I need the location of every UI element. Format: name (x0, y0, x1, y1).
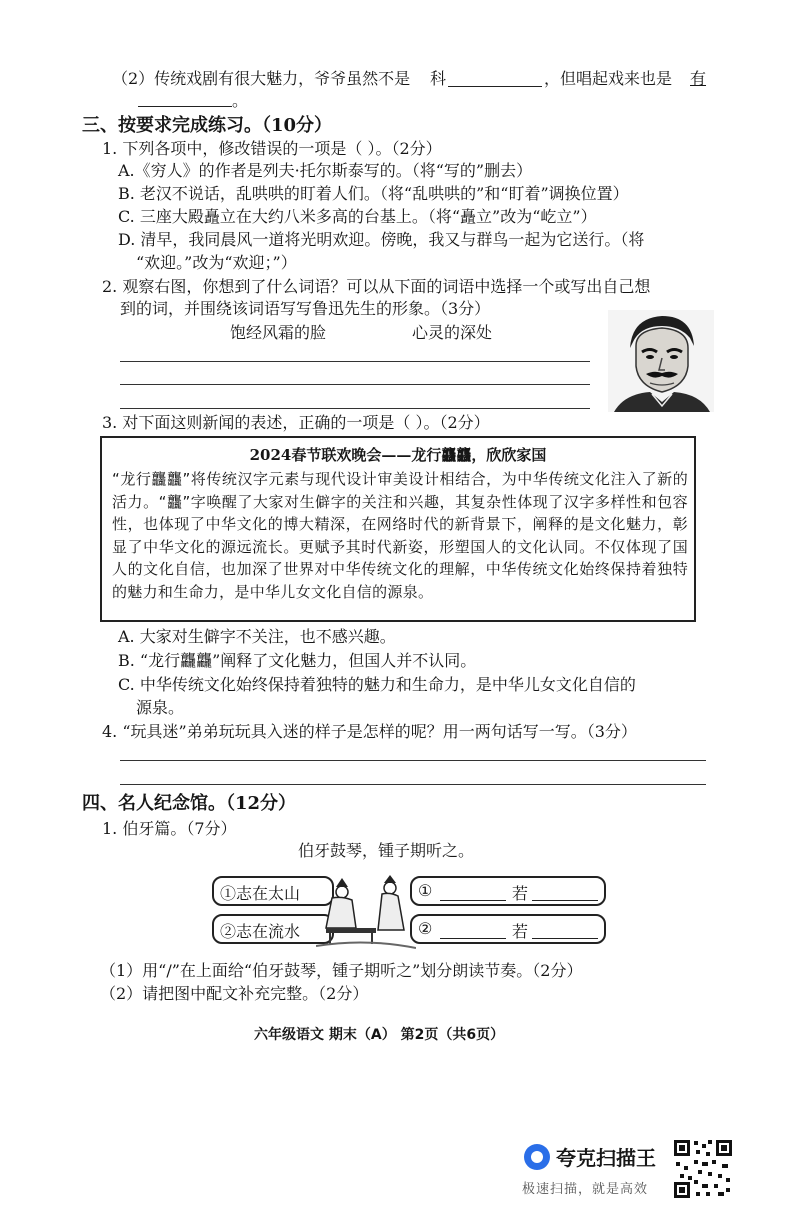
qr-code-icon (672, 1138, 734, 1200)
section4-heading: 四、名人纪念馆。（12分） (82, 793, 297, 814)
writing-line[interactable] (120, 361, 590, 362)
q4-stem: 4. “玩具迷”弟弟玩玩具入迷的样子是怎样的呢？用一两句话写一写。（3分） (102, 722, 637, 741)
boya-quote: 伯牙鼓琴，锺子期听之。 (298, 841, 475, 860)
right-caption-ruo-1: 若 (512, 884, 529, 903)
page-footer: 六年级语文 期末（A） 第2页（共6页） (254, 1027, 505, 1043)
right-caption-box-2 (410, 914, 606, 944)
lu-xun-portrait-image (608, 310, 714, 412)
q3-option-b[interactable]: B. “龙行龘龘”阐释了文化魅力，但国人并不认同。 (118, 651, 477, 670)
writing-line[interactable] (120, 384, 590, 385)
section3-heading: 三、按要求完成练习。（10分） (82, 115, 333, 136)
q2-stem-line1: 2. 观察右图，你想到了什么词语？可以从下面的词语中选择一个或写出自己想 (102, 277, 651, 296)
q1-option-b[interactable]: B. 老汉不说话，乱哄哄的盯着人们。（将“乱哄哄的”和“盯着”调换位置） (118, 184, 629, 203)
quark-logo-icon (524, 1144, 550, 1170)
boya-ziqi-illustration (316, 870, 416, 954)
writing-line[interactable] (120, 784, 706, 785)
answer-blank[interactable] (532, 882, 598, 901)
answer-blank[interactable] (440, 920, 506, 939)
news-box (100, 436, 696, 622)
left-caption-2: ②志在流水 (220, 922, 301, 941)
right-caption-num-2: ② (418, 919, 433, 938)
q2-text-you: 有 (690, 69, 707, 88)
left-caption-1: ①志在太山 (220, 884, 301, 903)
answer-blank[interactable] (440, 882, 506, 901)
writing-line[interactable] (120, 760, 706, 761)
right-caption-box-1 (410, 876, 606, 906)
q2-text-ke: 科 (430, 69, 447, 88)
q3-option-c-cont: 源泉。 (136, 698, 185, 717)
news-body: “龙行龘龘”将传统汉字元素与现代设计审美设计相结合，为中华传统文化注入了新的活力。“龘”字唤醒了大家对生僻字的关注和兴趣，其复杂性体现了汉字多样性和包容性，也体现了中华文化的博大精深，在网络时代的新背景下，阐释的是文化魅力，彰显了中华文化的源远流长。更赋予其时代新姿，形塑国人的文化认同。不仅体现了国人的文化自信，也加深了世界对中华传统文化的理解，中华传统文化始终保持着独特的魅力和生命力，是中华儿女文化自信的源泉。 (112, 470, 688, 601)
watermark-slogan: 极速扫描，就是高效 (522, 1182, 649, 1197)
writing-line[interactable] (120, 408, 590, 409)
boya-sub1: （1）用“/”在上面给“伯牙鼓琴，锺子期听之”划分朗读节奏。（2分） (100, 961, 583, 980)
q2-text-end: 。 (232, 91, 249, 110)
answer-blank[interactable] (138, 88, 232, 107)
q2-text-part1: （2）传统戏剧有很大魅力，爷爷虽然不是 (112, 69, 411, 88)
right-caption-ruo-2: 若 (512, 922, 529, 941)
right-caption-num-1: ① (418, 881, 433, 900)
news-title: 2024春节联欢晚会——龙行龘龘，欣欣家国 (249, 446, 547, 464)
answer-blank[interactable] (532, 920, 598, 939)
q1-option-d[interactable]: D. 清早，我同晨风一道将光明欢迎。傍晚，我又与群鸟一起为它送行。（将 (118, 230, 645, 249)
q1-stem: 1. 下列各项中，修改错误的一项是（ ）。（2分） (102, 139, 442, 158)
word-option-1: 饱经风霜的脸 (230, 323, 327, 342)
q2-text-part2: ，但唱起戏来也是 (544, 69, 673, 88)
word-option-2: 心灵的深处 (412, 323, 493, 342)
q3-option-a[interactable]: A. 大家对生僻字不关注，也不感兴趣。 (118, 627, 396, 646)
answer-blank[interactable] (448, 68, 542, 87)
q1-option-a[interactable]: A.《穷人》的作者是列夫·托尔斯泰写的。（将“写的”删去） (118, 161, 533, 180)
boya-sub2: （2）请把图中配文补充完整。（2分） (100, 984, 369, 1003)
watermark-brand: 夸克扫描王 (556, 1146, 656, 1170)
q3-stem: 3. 对下面这则新闻的表述，正确的一项是（ ）。（2分） (102, 413, 490, 432)
q3-option-c[interactable]: C. 中华传统文化始终保持着独特的魅力和生命力，是中华儿女文化自信的 (118, 675, 636, 694)
q1-option-d-cont: “欢迎。”改为“欢迎；”） (136, 253, 297, 272)
q2-stem-line2: 到的词，并围绕该词语写写鲁迅先生的形象。（3分） (120, 299, 491, 318)
q1-option-c[interactable]: C. 三座大殿矗立在大约八米多高的台基上。（将“矗立”改为“屹立”） (118, 207, 597, 226)
boya-stem: 1. 伯牙篇。（7分） (102, 819, 237, 838)
